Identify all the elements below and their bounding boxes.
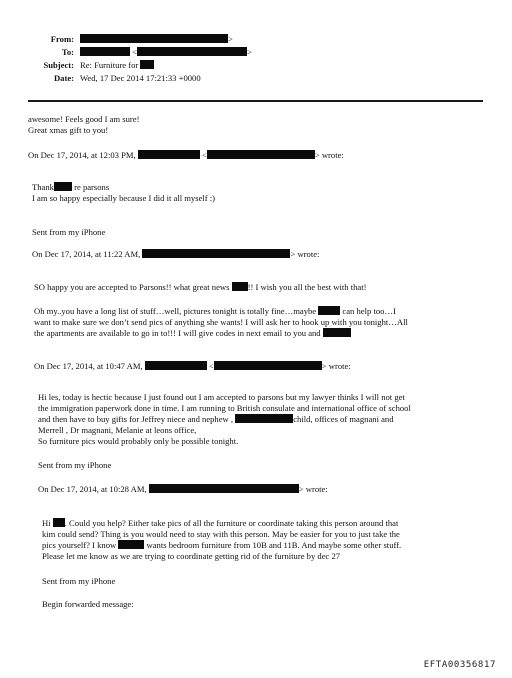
redaction: [214, 361, 322, 370]
redaction: [323, 328, 351, 337]
redaction: [145, 361, 207, 370]
sent-from-line: Sent from my iPhone: [42, 576, 116, 586]
body-line: pics yourself? I know wants bedroom furniture from 10B and 11B. And maybe some other stuff.: [42, 540, 402, 550]
redaction: [53, 518, 65, 527]
sent-from-line: Sent from my iPhone: [32, 227, 106, 237]
sent-from-line: Sent from my iPhone: [38, 460, 112, 470]
body-line: kim could send? Thing is you would need to stay with this person. May be easier for you to just take the: [42, 529, 400, 539]
from-value: >: [80, 34, 233, 45]
date-label: Date:: [53, 73, 74, 83]
to-value: < >: [80, 47, 252, 58]
forwarded-message-label: Begin forwarded message:: [42, 599, 134, 609]
redaction: [118, 540, 144, 549]
subject-label: Subject:: [43, 60, 74, 70]
redaction: [80, 34, 228, 43]
body-line: Hi les, today is hectic because I just found out I am accepted to parsons but my lawyer thinks I will not get: [38, 392, 405, 402]
body-line: and then have to buy gifts for Jeffrey niece and nephew , child, offices of magnani and: [38, 414, 394, 424]
redaction: [318, 306, 340, 315]
redaction: [207, 150, 315, 159]
header-divider: [28, 100, 483, 102]
quote-attribution: On Dec 17, 2014, at 11:22 AM, > wrote:: [32, 249, 320, 259]
document-id: EFTA00356817: [423, 660, 496, 670]
to-label: To:: [61, 47, 74, 57]
body-line: the apartments are available to go in to!!! I will give codes in next email to you and: [34, 328, 351, 339]
redaction: [137, 47, 247, 56]
redaction: [232, 282, 248, 291]
redaction: [54, 182, 72, 191]
body-line: SO happy you are accepted to Parsons!! what great news !! I wish you all the best with that!: [34, 282, 367, 292]
from-label: From:: [50, 34, 74, 44]
redaction: [235, 414, 293, 423]
body-line: Great xmas gift to you!: [28, 125, 109, 135]
redaction: [149, 484, 299, 493]
date-value: Wed, 17 Dec 2014 17:21:33 +0000: [80, 73, 201, 83]
body-line: the immigration paperwork done in time. I am running to British consulate and international office of school: [38, 403, 411, 413]
subject-value: Re: Furniture for: [80, 60, 154, 71]
redaction: [80, 47, 130, 56]
body-line: So furniture pics would probably only be possible tonight.: [38, 436, 239, 446]
quote-attribution: On Dec 17, 2014, at 12:03 PM, < > wrote:: [28, 150, 344, 160]
redaction: [142, 249, 290, 258]
body-line: Please let me know as we are trying to coordinate getting rid of the furniture by dec 27: [42, 551, 341, 561]
body-line: Hi . Could you help? Either take pics of all the furniture or coordinate taking this person around that: [42, 518, 399, 528]
quote-attribution: On Dec 17, 2014, at 10:47 AM, < > wrote:: [34, 361, 351, 371]
body-line: I am so happy especially because I did it all myself :): [32, 193, 216, 203]
body-line: Oh my..you have a long list of stuff…well, pictures tonight is totally fine…maybe can help too…I: [34, 306, 396, 316]
redaction: [138, 150, 200, 159]
body-line: Merrell , Dr magnani, Melanie at leons office,: [38, 425, 197, 435]
redaction: [140, 60, 154, 69]
body-line: want to make sure we don’t send pics of anything she wants! I will ask her to hook up with you tonight…All: [34, 317, 408, 327]
body-line: Thank re parsons: [32, 182, 110, 192]
body-line: awesome! Feels good I am sure!: [28, 114, 140, 124]
quote-attribution: On Dec 17, 2014, at 10:28 AM, > wrote:: [38, 484, 328, 494]
